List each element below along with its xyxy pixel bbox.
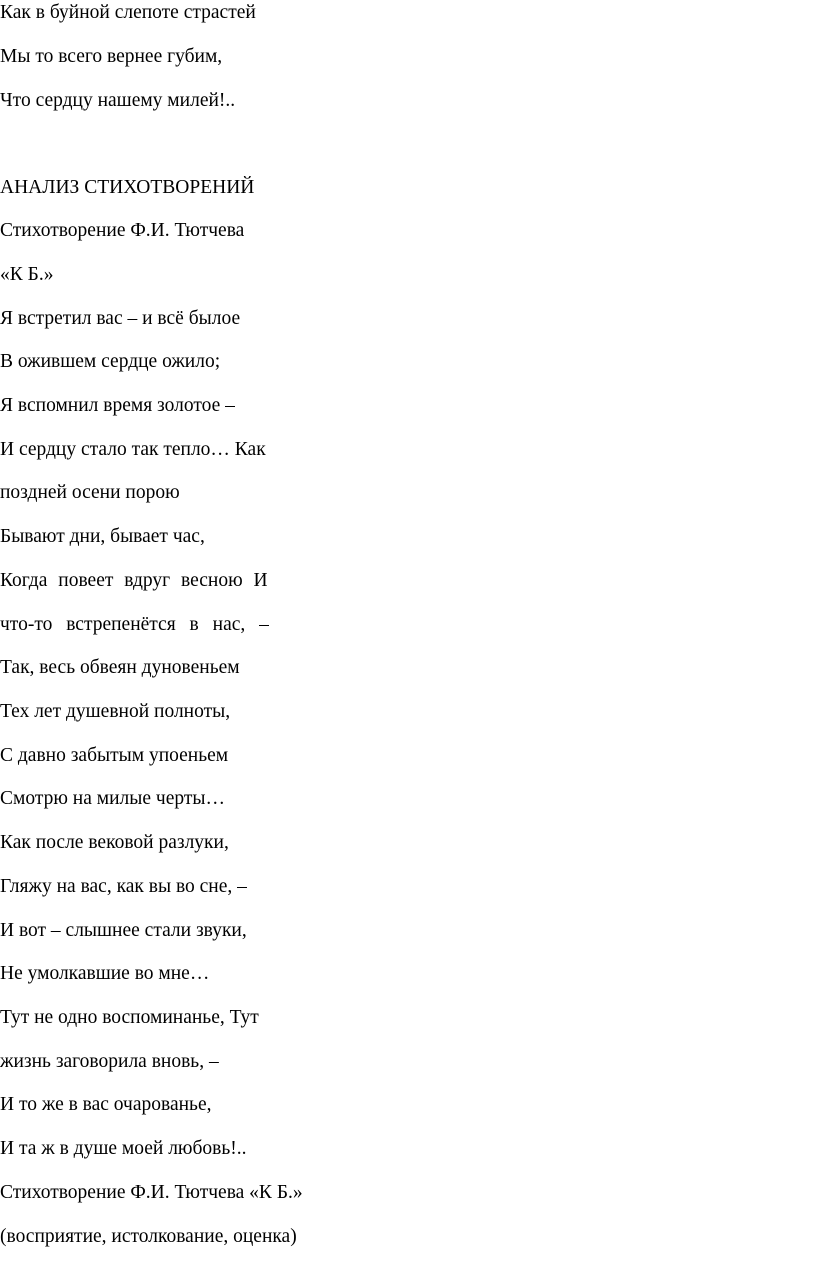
poem-line-12: Смотрю на милые черты… <box>0 788 225 809</box>
poem-line-3: Я вспомнил время золотое – <box>0 395 235 416</box>
poem-line-6: Бывают дни, бывает час, <box>0 526 205 547</box>
poem-line-5: поздней осени порою <box>0 482 180 503</box>
intro-line-1: Как в буйной слепоте страстей <box>0 2 256 23</box>
poem-title: «К Б.» <box>0 264 54 285</box>
poem-author-line: Стихотворение Ф.И. Тютчева <box>0 220 245 241</box>
poem-line-8: что-то встрепенётся в нас, – <box>0 614 269 635</box>
section-heading: АНАЛИЗ СТИХОТВОРЕНИЙ <box>0 177 255 198</box>
intro-line-3: Что сердцу нашему милей!.. <box>0 90 236 111</box>
poem-line-9: Так, весь обвеян дуновеньем <box>0 657 240 678</box>
poem-line-13: Как после вековой разлуки, <box>0 832 229 853</box>
analysis-title: Стихотворение Ф.И. Тютчева «К Б.» <box>0 1182 303 1203</box>
poem-line-10: Тех лет душевной полноты, <box>0 701 231 722</box>
poem-line-18: жизнь заговорила вновь, – <box>0 1051 219 1072</box>
poem-line-19: И то же в вас очарованье, <box>0 1094 212 1115</box>
poem-line-16: Не умолкавшие во мне… <box>0 963 210 984</box>
poem-line-14: Гляжу на вас, как вы во сне, – <box>0 876 247 897</box>
intro-line-2: Мы то всего вернее губим, <box>0 46 223 67</box>
poem-line-2: В ожившем сердце ожило; <box>0 351 221 372</box>
poem-line-20: И та ж в душе моей любовь!.. <box>0 1138 247 1159</box>
poem-line-7: Когда повеет вдруг весною И <box>0 570 268 591</box>
poem-line-4: И сердцу стало так тепло… Как <box>0 439 266 460</box>
poem-line-15: И вот – слышнее стали звуки, <box>0 920 247 941</box>
poem-line-1: Я встретил вас – и всё былое <box>0 308 241 329</box>
poem-line-11: С давно забытым упоеньем <box>0 745 229 766</box>
poem-line-17: Тут не одно воспоминанье, Тут <box>0 1007 259 1028</box>
analysis-subtitle: (восприятие, истолкование, оценка) <box>0 1226 297 1247</box>
